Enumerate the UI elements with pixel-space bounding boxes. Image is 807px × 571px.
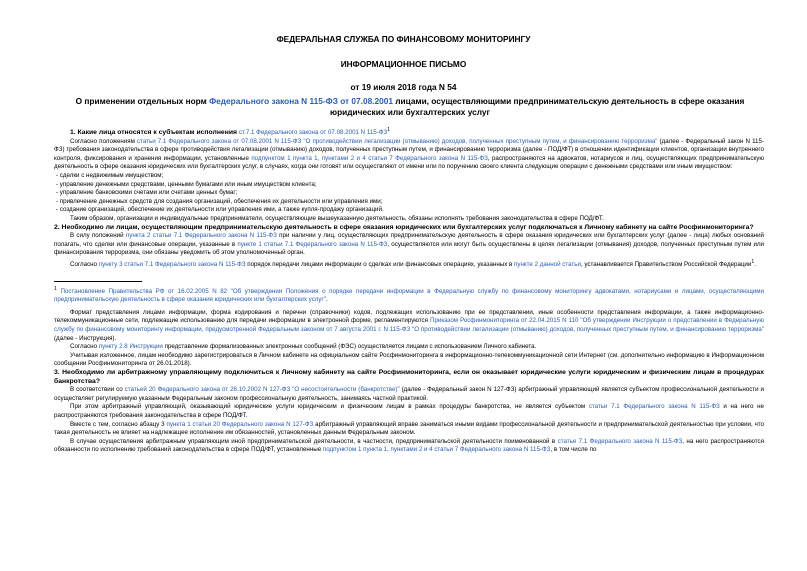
text-run: В случае осуществления арбитражным управляющим иной предпринимательской деятельности, в частности, предпринимательской деятельности поименованной в (70, 437, 558, 445)
instruction-paragraph (54, 343, 764, 352)
text-run: Вместе с тем, согласно абзацу 3 (70, 420, 167, 428)
law-link[interactable]: пункта 1 статьи 20 Федерального закона N 127-ФЗ (166, 420, 314, 428)
text-run: Согласно (70, 343, 99, 351)
order-link[interactable]: Приказом Росфинмониторинга от 22.04.2015 N 110 "Об утверждении Инструкции о представлении в Федеральную службу по финансовому мониторингу информации, предусмотренной Федеральным законом от 7 августа 2001 г. N 115-ФЗ "О противодействии легализации (отмыванию) доходов, полученных преступным путем, и финансированию терроризма" (54, 317, 764, 334)
text-run: и на него не распространяются требования законодательства в сфере ПОД/ФТ. (54, 403, 764, 419)
text-run: Согласно положениям (70, 137, 137, 145)
footnote (54, 285, 764, 305)
section-2-paragraph-2 (54, 258, 764, 270)
subject-text-post: лицами, осуществляющими предпринимательскую деятельность в сфере оказания юридических или бухгалтерских услуг (330, 96, 745, 117)
footnote-link[interactable]: Постановление Правительства РФ от 16.02.2005 N 82 "Об утверждении Положения о порядке передачи информации в Федеральную службу по финансовому мониторингу адвокатами, нотариусами и лицами, осуществляющими предпринимательскую деятельность в сфере оказания юридических или бухгалтерских услуг" (54, 287, 764, 304)
text-run: , на него распространяются обязанности по исполнению требований законодательства в сфере ПОД/ФТ, установленные (54, 437, 764, 454)
text-run: порядок передачи лицами информации о сделках или финансовых операциях, указанных в (245, 261, 515, 269)
section-2-title: 2. Необходимо ли лицам, осуществляющим предпринимательскую деятельность в сфере оказания юридических или бухгалтерских услуг подключаться к Личному кабинету на сайте Росфинмониторинга? (54, 223, 754, 231)
text-run: Согласно (70, 261, 99, 269)
text-run: В соответствии со (70, 386, 125, 394)
law-link[interactable]: подпунктом 1 пункта 1, пунктами 2 и 4 статьи 7 Федерального закона N 115-ФЗ (251, 154, 488, 162)
list-item: - сделки с недвижимым имуществом; (56, 172, 164, 180)
text-run: , в том числе по (550, 446, 597, 454)
section-3-heading (54, 369, 764, 386)
list-item: - управление денежными средствами, ценными бумагами или иным имуществом клиента; (56, 180, 317, 188)
section-3-paragraph-3 (54, 421, 764, 438)
text-run: Формат представления лицами информации, форма кодирования и перечни (справочники) кодов, подлежащих использованию при ее представлении, иные особенности представления информации, а также информационно-телекоммуникационные сети, подлежащие использованию для передачи информации в электронной форме, регламентируются (54, 308, 764, 325)
text-run: , осуществляются или могут быть осуществлены в целях легализации (отмывания) доходов, полученных преступным путем или финансирования терроризма, они обязаны уведомить об этом уполномоченный орган. (54, 240, 765, 257)
text-run: . (754, 261, 756, 269)
document-subject (60, 96, 760, 118)
footnote-ref[interactable]: 1 (751, 258, 755, 265)
subject-law-link[interactable]: Федерального закона N 115-ФЗ от 07.08.2001 (209, 96, 393, 106)
law-link[interactable]: статье 7.1 Федерального закона N 115-ФЗ (557, 437, 683, 445)
section-1-title: 1. Какие лица относятся к субъектам исполнения (70, 129, 239, 137)
document-date: от 19 июля 2018 года N 54 (350, 82, 457, 92)
section-3-title: 3. Необходимо ли арбитражному управляющему подключиться к Личному кабинету на сайте Росфинмониторинга, если он оказывает юридические услуги юридическим и физическим лицам в процедурах банкротства? (54, 369, 764, 385)
law-link[interactable]: пункте 1 статьи 7.1 Федерального закона N 115-ФЗ (237, 240, 388, 248)
text-run: при наличии у лиц, осуществляющих предпринимательскую деятельность в сфере оказания юридических или бухгалтерских услуг (далее - лица) любых оснований полагать, что сделки или финансовые операции, указанные в (54, 232, 765, 248)
text-run: (далее - Инструкция). (54, 334, 117, 342)
text-run: (далее - Федеральный закон N 127-ФЗ) арбитражный управляющий является субъектом профессиональной деятельности и осуществляет регулируемую указанным Федеральным законом профессиональную деятельность, занимаясь частной практикой. (54, 386, 764, 402)
section-2-heading (54, 224, 764, 233)
section-1-paragraph-1 (54, 138, 764, 172)
text-run: представление формализованных электронных сообщений (ФЭС) осуществляется лицами с использованием Личного кабинета. (162, 343, 537, 351)
agency-name: ФЕДЕРАЛЬНАЯ СЛУЖБА ПО ФИНАНСОВОМУ МОНИТОРИНГУ (276, 34, 531, 44)
law-link[interactable]: статьи 7.1 Федерального закона N 115-ФЗ (588, 403, 720, 411)
text-run: , распространяются на адвокатов, нотариусов и лиц, осуществляющих предпринимательскую деятельность в сфере оказания юридических или бухгалтерских услуг, в случаях, когда они готовят или осуществляют от имени или по поручению своего клиента следующие операции с денежными средствами или иным имуществом: (54, 154, 764, 171)
law-link[interactable]: статьей 20 Федерального закона от 26.10.2002 N 127-ФЗ "О несостоятельности (банкротстве)" (124, 386, 400, 394)
text-run: При этом арбитражный управляющий, оказывающий юридические услуги юридическим и физическим лицам в рамках процедуры банкротства, не является субъектом (70, 403, 589, 411)
document-type: ИНФОРМАЦИОННОЕ ПИСЬМО (340, 59, 467, 69)
text-run: арбитражный управляющий вправе заниматься иными видами профессиональной деятельности и предпринимательской деятельностью при условии, что такая деятельность не влияет на надлежащее исполнение им обязанностей, установленных данным Федеральным законом. (54, 420, 764, 437)
law-link[interactable]: пункта 2 статьи 7.1 Федерального закона N 115-ФЗ (125, 232, 277, 240)
subject-text-pre: О применении отдельных норм (75, 96, 210, 106)
section-1-heading (54, 126, 764, 138)
section-3-paragraph-2 (54, 403, 764, 420)
list-item: - привлечение денежных средств для создания организаций, обеспечения их деятельности или управления ими; (56, 197, 383, 205)
law-link[interactable]: статьи 7.1 Федерального закона от 07.08.2001 N 115-ФЗ "О противодействии легализации (отмыванию) доходов, полученных преступным путем, и финансированию терроризма" (136, 137, 658, 145)
law-link[interactable]: пункте 2 данной статьи (514, 261, 581, 269)
law-link[interactable]: подпунктом 1 пункта 1, пунктами 2 и 4 статьи 7 Федерального закона N 115-ФЗ (322, 446, 551, 454)
text-run: , устанавливается Правительством Российской Федерации (580, 261, 752, 269)
document-body (54, 126, 764, 455)
section-1-footnote-ref[interactable]: 1 (387, 127, 391, 133)
section-1-title-link[interactable]: ст.7.1 Федерального закона от 07.08.2001 N 115-ФЗ (238, 129, 388, 137)
text-run: . (325, 296, 328, 304)
footnote-divider (54, 281, 142, 282)
format-paragraph (54, 309, 764, 343)
instruction-link[interactable]: пункту 2.8 Инструкции (98, 343, 163, 351)
section-2-paragraph-1 (54, 232, 764, 258)
footnote-marker: 1 (54, 285, 57, 292)
law-link[interactable]: пункту 3 статьи 7.1 Федерального закона N 115-ФЗ (98, 261, 246, 269)
section-3-paragraph-1 (54, 386, 764, 403)
registration-paragraph: Учитывая изложенное, лицам необходимо зарегистрироваться в Личном кабинете на официальном сайте Росфинмониторинга в информационно-телекоммуникационной сети Интернет (см. дополнительно информацию в Информационном сообщении Росфинмониторинга от 26.01.2018). (54, 351, 764, 368)
text-run: В силу положений (70, 232, 126, 240)
section-3-paragraph-4 (54, 438, 764, 455)
list-item: - создание организаций, обеспечение их деятельности или управления ими, а также купля-продажу организаций. (56, 206, 384, 214)
section-1-paragraph-2: Таким образом, организации и индивидуальные предприниматели, осуществляющие вышеуказанную деятельность, обязаны исполнять требования законодательства в сфере ПОД/ФТ. (70, 215, 604, 222)
text-run: (далее - Федеральный закон N 115-ФЗ) требования законодательства в сфере противодействия легализации (отмыванию) доходов, полученных преступным путем, и финансированию терроризма (далее - ПОД/ФТ) в отношении идентификации клиентов, организации внутреннего контроля, фиксирования и хранения информации, установленные (54, 137, 765, 162)
list-item: - управление банковскими счетами или счетами ценных бумаг; (56, 189, 238, 197)
